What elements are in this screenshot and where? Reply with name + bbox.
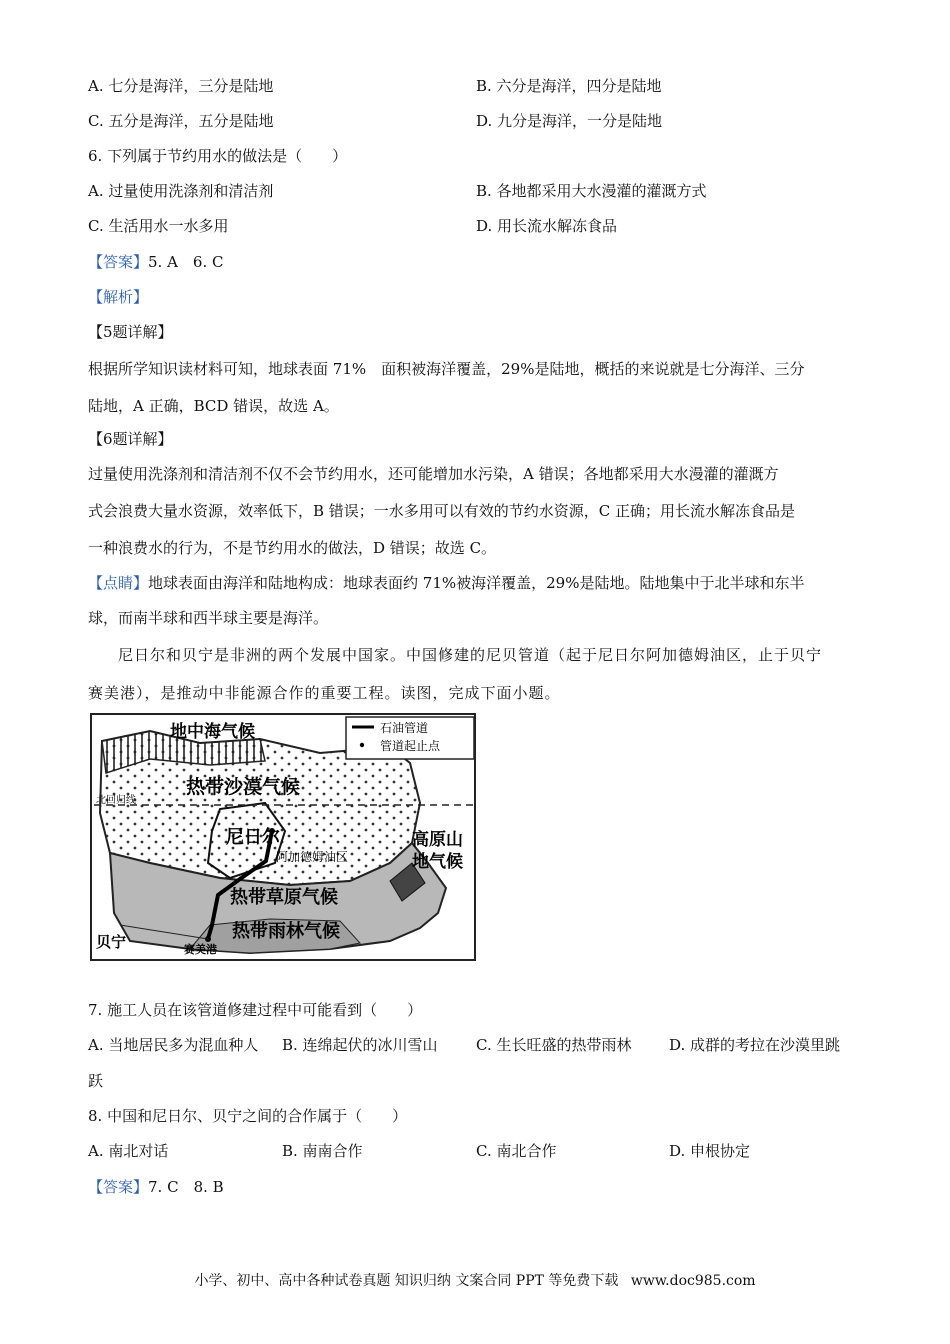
option-5c: C. 五分是海洋，五分是陆地: [88, 112, 274, 130]
question-6-stem: 6. 下列属于节约用水的做法是（ ）: [88, 147, 348, 165]
option-8a: A. 南北对话: [88, 1142, 169, 1160]
answer-tag: 【答案】: [88, 253, 149, 271]
label-niger: 尼日尔: [226, 827, 280, 848]
answer-block-2: [88, 1177, 224, 1197]
question-8-stem: 8. 中国和尼日尔、贝宁之间的合作属于（ ）: [88, 1107, 408, 1125]
africa-climate-map: [90, 713, 478, 963]
detail-5-line-2: 陆地，A 正确，BCD 错误，故选 A。: [88, 397, 339, 415]
answer-text: 5. A 6. C: [148, 253, 224, 271]
passage-line-2: 赛美港），是推动中非能源合作的重要工程。读图，完成下面小题。: [88, 684, 561, 702]
detail-6-tag: 【6题详解】: [88, 430, 173, 448]
answer-block-1: [88, 252, 224, 272]
option-6d: D. 用长流水解冻食品: [476, 217, 618, 235]
page-footer: [0, 1270, 950, 1290]
label-port: 赛美港: [184, 943, 217, 956]
detail-6-line-2: 式会浪费大量水资源，效率低下，B 错误；一水多用可以有效的节约水资源，C 正确；用长流水解冻食品是: [88, 502, 796, 520]
option-8d: D. 申根协定: [669, 1142, 751, 1160]
option-6c: C. 生活用水一水多用: [88, 217, 229, 235]
detail-5-line-1: 根据所学知识读材料可知，地球表面 71% 面积被海洋覆盖，29%是陆地，概括的来说就是七分海洋、三分: [88, 360, 805, 378]
option-7d: D. 成群的考拉在沙漠里跳: [669, 1036, 841, 1054]
option-7b: B. 连绵起伏的冰川雪山: [282, 1036, 438, 1054]
label-mediterranean: 地中海气候: [170, 722, 255, 742]
footer-text: 小学、初中、高中各种试卷真题 知识归纳 文案合同 PPT 等免费下载: [194, 1273, 619, 1289]
legend-points-label: 管道起止点: [380, 739, 441, 753]
option-7a: A. 当地居民多为混血种人: [88, 1036, 259, 1054]
label-desert: 热带沙漠气候: [186, 776, 301, 798]
option-5b: B. 六分是海洋，四分是陆地: [476, 77, 662, 95]
pointer-line-1: [88, 573, 804, 593]
label-savanna: 热带草原气候: [230, 887, 338, 908]
option-7c: C. 生长旺盛的热带雨林: [476, 1036, 632, 1054]
analysis-tag: 【解析】: [88, 288, 149, 306]
option-5d: D. 九分是海洋，一分是陆地: [476, 112, 663, 130]
option-5a: A. 七分是海洋，三分是陆地: [88, 77, 274, 95]
footer-site-link[interactable]: www.doc985.com: [630, 1273, 756, 1289]
passage-line-1: 尼日尔和贝宁是非洲的两个发展中国家。中国修建的尼贝管道（起于尼日尔阿加德姆油区，止于贝宁: [118, 646, 823, 664]
label-highland-line: 高原山: [412, 830, 463, 850]
option-6a: A. 过量使用洗涤剂和清洁剂: [88, 182, 274, 200]
detail-5-tag: 【5题详解】: [88, 323, 173, 341]
pointer-text: 地球表面由海洋和陆地构成：地球表面约 71%被海洋覆盖，29%是陆地。陆地集中于北半球和东半: [148, 574, 805, 592]
option-7d-continued: 跃: [88, 1072, 104, 1090]
label-rainforest: 热带雨林气候: [232, 921, 340, 942]
option-8b: B. 南南合作: [282, 1142, 363, 1160]
label-tropic: 北回归线: [96, 795, 136, 806]
answer-tag-2: 【答案】: [88, 1178, 149, 1196]
option-8c: C. 南北合作: [476, 1142, 557, 1160]
label-highland-line-2: 地气候: [412, 852, 463, 872]
legend-point-swatch: [360, 743, 364, 747]
pointer-line-2: 球，而南半球和西半球主要是海洋。: [88, 609, 329, 627]
answer-text-2: 7. C 8. B: [148, 1178, 224, 1196]
pointer-tag: 【点睛】: [88, 574, 149, 592]
legend-pipeline-label: 石油管道: [380, 721, 429, 735]
label-benin: 贝宁: [96, 933, 127, 951]
detail-6-line-3: 一种浪费水的行为，不是节约用水的做法，D 错误；故选 C。: [88, 539, 497, 557]
label-agadem: 阿加德姆油区: [276, 850, 349, 864]
question-7-stem: 7. 施工人员在该管道修建过程中可能看到（ ）: [88, 1001, 423, 1019]
detail-6-line-1: 过量使用洗涤剂和清洁剂不仅不会节约用水，还可能增加水污染，A 错误；各地都采用大水漫灌的灌溉方: [88, 465, 779, 483]
option-6b: B. 各地都采用大水漫灌的灌溉方式: [476, 182, 707, 200]
